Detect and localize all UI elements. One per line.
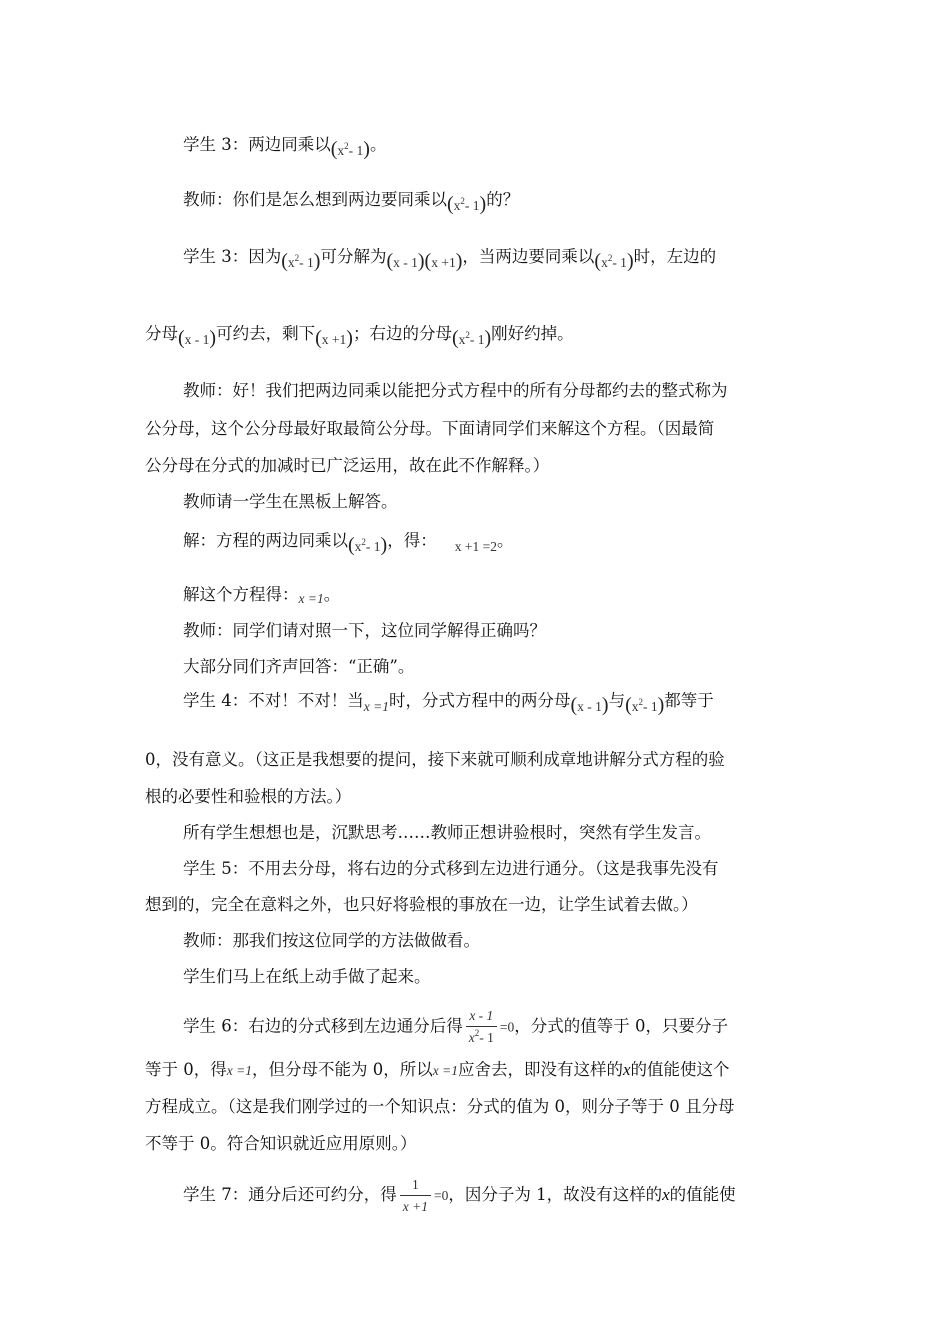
- paragraph-line: 0，没有意义。（这正是我想要的提问，接下来就可顺利成章地讲解分式方程的验: [145, 750, 725, 769]
- text: 应舍去，即没有这样的: [457, 1060, 623, 1079]
- text: 分母: [145, 324, 178, 343]
- paragraph-line: 教师：好！我们把两边同乘以能把分式方程中的所有分母都约去的整式称为: [183, 381, 728, 400]
- math-x2-minus-1: ($x^2-$ 1): [625, 694, 665, 716]
- text: 。: [369, 135, 387, 154]
- math-x2-minus-1: ($x^2-$ 1): [330, 138, 370, 160]
- math-variable-x: x: [622, 1060, 631, 1079]
- line-denominator-cancel: [145, 322, 574, 347]
- paragraph-line: 公分母，这个公分母最好取最简公分母。下面请同学们来解这个方程。（因最简: [145, 419, 715, 438]
- text: ，得：: [387, 531, 437, 550]
- math-x-equals-1: x =1: [298, 591, 324, 606]
- text: 的？: [486, 190, 520, 209]
- paragraph-line: 方程成立。（这是我们刚学过的一个知识点：分式的值为 0，则分子等于 0 且分母: [145, 1097, 735, 1116]
- text: 可分解为: [320, 247, 387, 266]
- text: ，因分子为 1，故没有这样的: [448, 1185, 663, 1204]
- paragraph-line: 教师：同学们请对照一下，这位同学解得正确吗？: [183, 621, 546, 640]
- math-x-minus-1: (x - 1): [178, 327, 217, 349]
- paragraph-line: 想到的，完全在意料之外，也只好将验根的事放在一边，让学生试着去做。）: [145, 895, 698, 914]
- text: 学生 4：不对！不对！当: [183, 691, 364, 710]
- text: ，但分母不能为 0，所以: [251, 1060, 433, 1079]
- paragraph-line: 大部分同们齐声回答：“正确”。: [183, 657, 415, 676]
- math-x2-minus-1: ($x^2-$ 1): [348, 534, 388, 556]
- line-student3-factor: [183, 245, 716, 270]
- text: ，分式的值等于 0，只要分子: [514, 1016, 728, 1036]
- text: 教师：你们是怎么想到两边要同乘以: [183, 190, 447, 209]
- text: ；右边的分母: [352, 324, 452, 343]
- math-x2-minus-1: ($x^2-$ 1): [447, 193, 487, 215]
- math-x2-minus-1: ($x^2-$ 1): [594, 250, 634, 272]
- text: 都等于: [664, 691, 714, 710]
- math-x-plus-1: (x +1): [315, 327, 353, 349]
- text: 刚好约掉。: [491, 324, 574, 343]
- paragraph-line: 根的必要性和验根的方法。）: [145, 787, 352, 806]
- math-x-minus-1: (x - 1): [570, 694, 609, 716]
- math-equation: x +1 =2: [454, 539, 497, 554]
- line-student3-multiply: [183, 133, 386, 158]
- line-solve-result: [183, 584, 340, 607]
- math-fraction-x-minus-1-over-x2-minus-1: $\frac{x - 1}{x^2- 1}$: [466, 1007, 497, 1047]
- math-x-equals-1: x =1: [432, 1063, 458, 1078]
- text: 时，分式方程中的两分母: [388, 691, 571, 710]
- line-solution: [183, 529, 513, 554]
- paragraph-line: 公分母在分式的加减时已广泛运用，故在此不作解释。）: [145, 456, 550, 475]
- math-variable-x: x: [662, 1185, 670, 1204]
- text: ，当两边要同乘以: [462, 247, 595, 266]
- text: 等于 0，得: [145, 1060, 227, 1079]
- text: 的值能使: [669, 1185, 736, 1204]
- text: 解这个方程得：: [183, 585, 299, 604]
- text: 。: [323, 585, 341, 604]
- text: 可约去，剩下: [216, 324, 316, 343]
- paragraph-line: 学生 5：不用去分母，将右边的分式移到左边进行通分。（这是我事先没有: [183, 859, 719, 878]
- text: 解：方程的两边同乘以: [183, 531, 348, 550]
- text: 的值能使这个: [630, 1060, 730, 1079]
- paragraph-line: 学生们马上在纸上动手做了起来。: [183, 967, 431, 986]
- line-student7: [183, 1176, 736, 1215]
- math-x2-minus-1: ($x^2-$ 1): [451, 327, 492, 349]
- text: 时，左边的: [633, 247, 717, 266]
- paragraph-line: 教师：那我们按这位同学的方法做做看。: [183, 931, 480, 950]
- text: 学生 6：右边的分式移到左边通分后得: [183, 1016, 463, 1036]
- math-x2-minus-1: ($x^2-$ 1): [281, 250, 321, 272]
- line-student6: [183, 1007, 728, 1047]
- math-equals-zero: =0: [433, 1188, 449, 1203]
- math-factored: (x - 1)(x +1): [386, 250, 463, 272]
- text: 学生 3：因为: [183, 247, 282, 266]
- math-x-equals-1: x =1: [226, 1063, 252, 1078]
- text: 学生 7：通分后还可约分，得: [183, 1185, 397, 1204]
- paragraph-line: 不等于 0。符合知识就近应用原则。）: [145, 1134, 417, 1153]
- math-fraction-1-over-x-plus-1: $\frac{1}{x +1}$: [400, 1176, 431, 1215]
- paragraph-line: 所有学生想想也是，沉默思考……教师正想讲验根时，突然有学生发言。: [183, 823, 711, 842]
- line-student4: [183, 689, 714, 714]
- line-numerator-zero: [145, 1059, 730, 1082]
- text: 与: [608, 691, 626, 710]
- paragraph-line: 教师请一学生在黑板上解答。: [183, 492, 398, 511]
- math-x-equals-1: x =1: [363, 699, 389, 714]
- line-teacher-question: [183, 188, 519, 213]
- text: 。: [496, 531, 514, 550]
- text: 学生 3：两边同乘以: [183, 135, 331, 154]
- math-equals-zero: =0: [499, 1019, 515, 1035]
